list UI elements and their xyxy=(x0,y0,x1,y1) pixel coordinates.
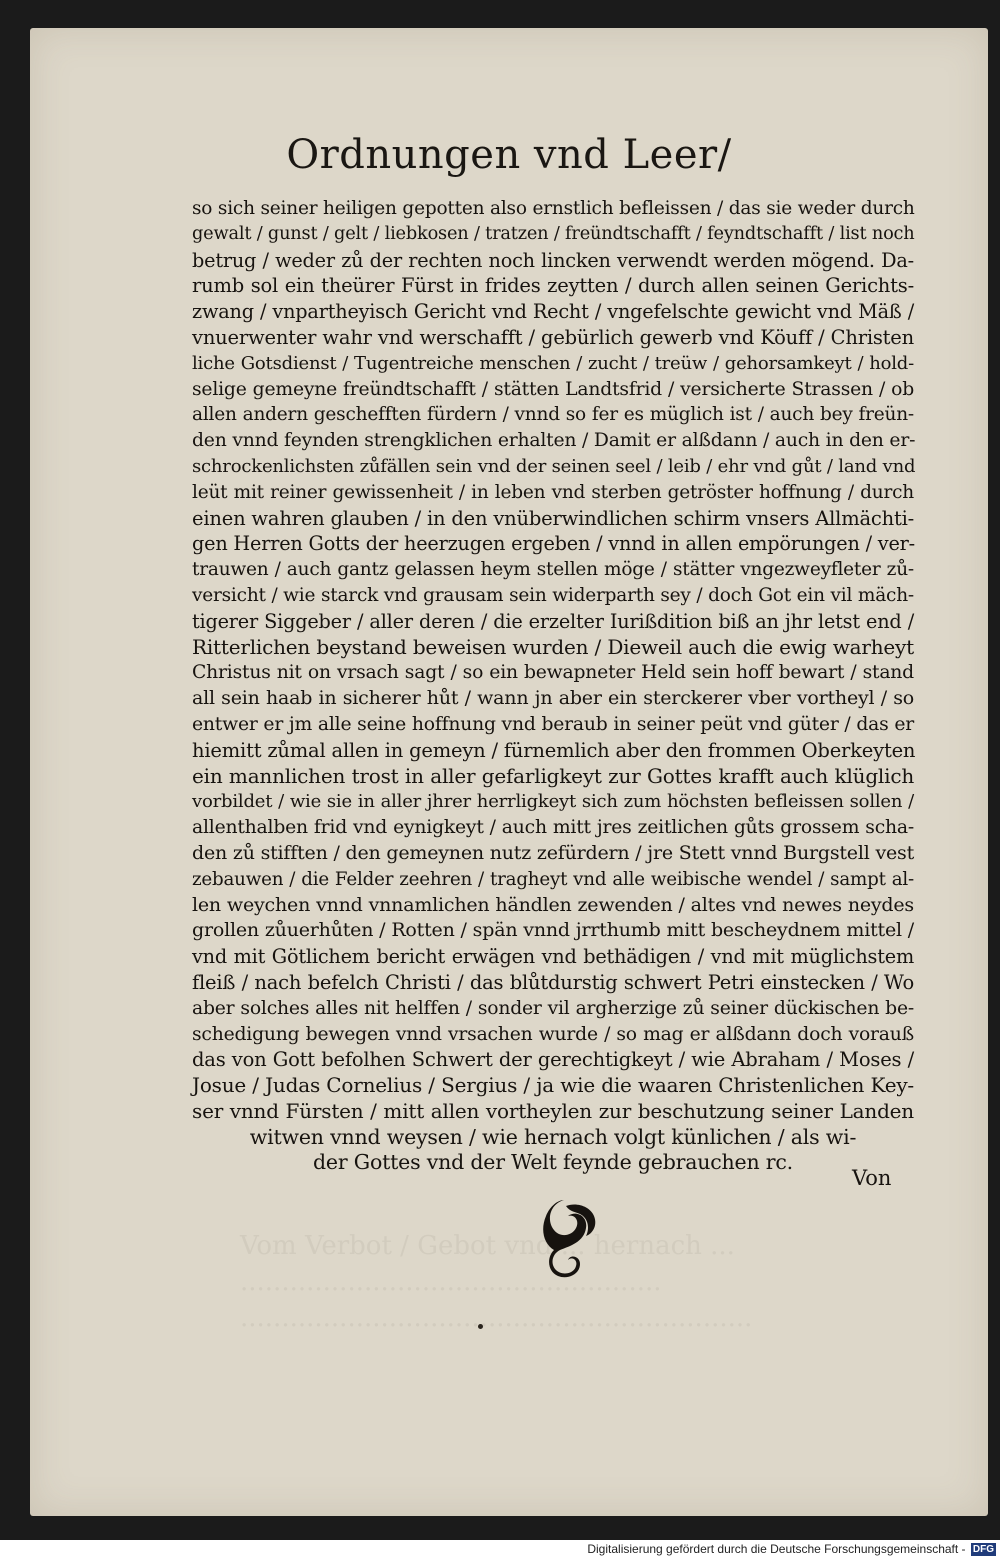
text-line: zwang / vnpartheyisch Gericht vnd Recht / vngefelschte gewicht vnd Mäß / xyxy=(192,300,914,324)
text-line: schrockenlichsten zůfällen sein vnd der seinen seel / leib / ehr vnd gůt / land vnd xyxy=(192,455,916,477)
text-line: grollen zůuerhůten / Rotten / spän vnnd jrrthumb mitt bescheydnem mittel / xyxy=(192,919,914,942)
bleed-through-text: Vom Verbot / Gebot vnd ... hernach ... ................................................... .............................................................. xyxy=(240,1231,753,1333)
text-line: vorbildet / wie sie in aller jhrer herrligkeyt sich zum höchsten befleissen sollen / xyxy=(192,791,914,813)
text-line: trauwen / auch gantz gelassen heym stellen möge / stätter vngezweyfleter zů- xyxy=(192,559,914,581)
text-line: allen andern geschefften fürdern / vnnd so fer es müglich ist / auch bey freün- xyxy=(192,404,914,426)
text-line: liche Gotsdienst / Tugentreiche menschen / zucht / treüw / gehorsamkeyt / hold- xyxy=(192,352,914,374)
text-line: gewalt / gunst / gelt / liebkosen / tratzen / freündtschafft / feyndtschafft / list noch xyxy=(192,223,915,244)
text-line: selige gemeyne freündtschafft / stätten Landtsfrid / versicherte Strassen / ob xyxy=(192,378,914,400)
text-line: Ritterlichen beystand beweisen wurden / Dieweil auch die ewig warheyt xyxy=(192,634,914,659)
text-line: leüt mit reiner gewissenheit / in leben vnd sterben getröster hoffnung / durch xyxy=(192,481,914,503)
text-line: schedigung bewegen vnnd vrsachen wurde / so mag er alßdann doch vorauß xyxy=(192,1023,914,1045)
text-line-centered: witwen vnnd weysen / wie hernach volgt künlichen / als wi- xyxy=(249,1124,857,1149)
text-line: betrug / weder zů der rechten noch lincken verwendt werden mögend. Da- xyxy=(192,248,914,272)
text-line: versicht / wie starck vnd grausam sein widerparth sey / doch Got ein vil mäch- xyxy=(192,584,914,606)
catchword: Von xyxy=(852,1166,892,1190)
text-line: hiemitt zůmal allen in gemeyn / fürnemlich aber den frommen Oberkeyten xyxy=(192,738,916,762)
text-line: Christus nit on vrsach sagt / so ein bewapneter Held sein hoff bewart / stand xyxy=(192,662,914,684)
text-line: gen Herren Gotts der heerzugen ergeben / vnnd in allen empörungen / ver- xyxy=(192,532,915,556)
text-line: einen wahren glauben / in den vnüberwindlichen schirm vnsers Allmächti- xyxy=(192,506,915,530)
text-line: ser vnnd Fürsten / mitt allen vortheylen zur beschutzung seiner Landen xyxy=(192,1098,914,1123)
text-line: tigerer Siggeber / aller deren / die erzelter Iurißdition biß an jhr letst end / xyxy=(192,609,914,633)
text-line: den vnnd feynden strengklichen erhalten / Damit er alßdann / auch in den er- xyxy=(192,430,916,452)
text-line: len weychen vnnd vnnamlichen händlen zewenden / altes vnd newes neydes xyxy=(192,893,914,916)
text-line: vnd mit Götlichem bericht erwägen vnd bethädigen / vnd mit müglichstem xyxy=(192,945,914,969)
text-line: vnuerwenter wahr vnd werschafft / gebürlich gewerb vnd Köuff / Christen xyxy=(192,325,914,349)
body-text xyxy=(192,196,914,1176)
page-header: Ordnungen vnd Leer/ xyxy=(286,132,732,178)
text-line-centered: der Gottes vnd der Welt feynde gebrauchen rc. xyxy=(313,1150,793,1175)
text-line: so sich seiner heiligen gepotten also ernstlich befleissen / das sie weder durch xyxy=(192,198,915,219)
footer-credit xyxy=(587,1542,996,1556)
text-line: fleiß / nach befelch Christi / das blůtdurstig schwert Petri einstecken / Wo xyxy=(192,970,914,994)
footer-bar xyxy=(0,1540,1000,1560)
text-line: entwer er jm alle seine hoffnung vnd beraub in seiner peüt vnd güter / das er xyxy=(192,713,914,735)
text-line: das von Gott befolhen Schwert der gerechtigkeyt / wie Abraham / Moses / xyxy=(192,1048,914,1072)
text-line: rumb sol ein theürer Fürst in frides zeytten / durch allen seinen Gerichts- xyxy=(192,274,914,298)
text-line: ein mannlichen trost in aller gefarligkeyt zur Gottes krafft auch klüglich xyxy=(192,763,914,788)
speck xyxy=(478,1324,483,1329)
text-line: allenthalben frid vnd eynigkeyt / auch mitt jres zeitlichen gůts grossem scha- xyxy=(192,817,914,839)
book-page xyxy=(30,28,988,1516)
ornament-icon xyxy=(536,1192,606,1282)
footer-text: Digitalisierung gefördert durch die Deutsche Forschungsgemeinschaft - xyxy=(587,1542,966,1556)
text-line: aber solches alles nit helffen / sonder vil argherzige zů seiner dückischen be- xyxy=(192,997,914,1019)
dfg-logo: DFG xyxy=(972,1544,994,1556)
text-line: den zů stifften / den gemeynen nutz zefürdern / jre Stett vnnd Burgstell vest xyxy=(192,841,915,864)
text-line: all sein haab in sicherer hůt / wann jn aber ein sterckerer vber vortheyl / so xyxy=(192,687,914,710)
text-line: zebauwen / die Felder zeehren / tragheyt vnd alle weibische wendel / sampt al- xyxy=(192,868,914,890)
text-line: Josue / Judas Cornelius / Sergius / ja wie die waaren Christenlichen Key- xyxy=(192,1073,914,1098)
